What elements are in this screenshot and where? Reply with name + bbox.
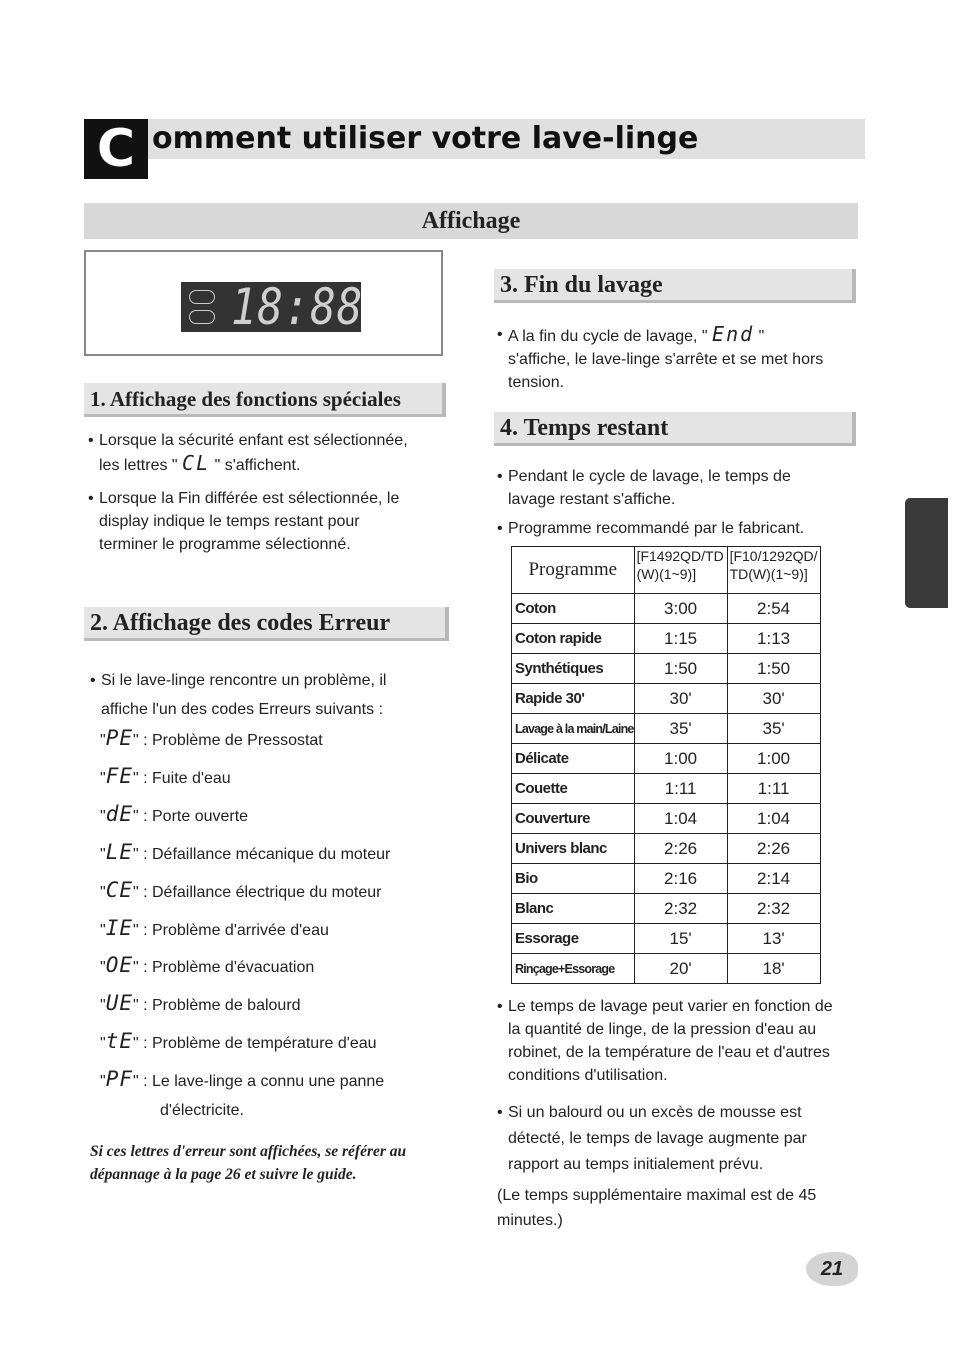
table-cell-time: 1:15 xyxy=(634,624,727,654)
text-line: lavage restant s'affiche. xyxy=(508,491,676,508)
text-line: Programme recommandé par le fabricant. xyxy=(508,520,805,537)
error-label: Problème de balourd xyxy=(152,997,301,1014)
text-line: robinet, de la température de l'eau et d'autres xyxy=(508,1044,830,1061)
page-title: omment utiliser votre lave-linge xyxy=(152,121,699,156)
error-row: "tE" : Problème de température d'eau xyxy=(100,1029,377,1053)
table-cell-time: 1:04 xyxy=(727,804,820,834)
table-cell-time: 2:54 xyxy=(727,594,820,624)
section3-bullet: • A la fin du cycle de lavage, " End " s'affiche, le lave-linge s'arrête et se met hors tension. xyxy=(497,323,857,394)
table-cell-time: 30' xyxy=(727,684,820,714)
error-row: "dE" : Porte ouverte xyxy=(100,802,249,826)
table-cell-time: 2:32 xyxy=(634,894,727,924)
table-cell-program: Coton xyxy=(512,594,635,624)
table-cell-program: Univers blanc xyxy=(512,834,635,864)
table-cell-program: Bio xyxy=(512,864,635,894)
table-cell-time: 1:11 xyxy=(634,774,727,804)
text-line: tension. xyxy=(508,374,565,391)
title-initial: C xyxy=(84,119,148,179)
table-cell-program: Délicate xyxy=(512,744,635,774)
error-row: "FE" : Fuite d'eau xyxy=(100,764,231,788)
error-code: FE xyxy=(105,764,133,788)
page-number: 21 xyxy=(806,1252,858,1286)
table-cell-program: Synthétiques xyxy=(512,654,635,684)
text-line: rapport au temps initialement prévu. xyxy=(508,1156,764,1173)
lcd-panel xyxy=(181,278,364,336)
section2-heading: 2. Affichage des codes Erreur xyxy=(84,607,449,641)
error-code: dE xyxy=(105,802,133,826)
section4-heading: 4. Temps restant xyxy=(494,412,856,446)
text-line: conditions d'utilisation. xyxy=(508,1067,668,1084)
table-cell-time: 2:32 xyxy=(727,894,820,924)
section3-heading: 3. Fin du lavage xyxy=(494,269,856,303)
table-cell-time: 2:14 xyxy=(727,864,820,894)
table-cell-time: 35' xyxy=(727,714,820,744)
table-cell-program: Blanc xyxy=(512,894,635,924)
section4-bullet1: • Pendant le cycle de lavage, le temps de lavage restant s'affiche. xyxy=(497,465,857,511)
table-row xyxy=(512,924,821,954)
table-cell-time: 35' xyxy=(634,714,727,744)
error-code: OE xyxy=(105,953,133,977)
error-label: Problème d'évacuation xyxy=(152,959,315,976)
table-cell-program: Couverture xyxy=(512,804,635,834)
child-lock-code: CL xyxy=(182,451,211,475)
table-cell-time: 2:26 xyxy=(727,834,820,864)
table-cell-time: 13' xyxy=(727,924,820,954)
text-line: Pendant le cycle de lavage, le temps de xyxy=(508,468,791,485)
text-fragment: A la fin du cycle de lavage, " xyxy=(508,328,713,345)
text-line: dépannage à la page 26 et suivre le guide. xyxy=(90,1166,357,1183)
end-code: End xyxy=(712,322,755,346)
table-row xyxy=(512,774,821,804)
section4-footnote xyxy=(497,1183,857,1233)
error-label: Problème de Pressostat xyxy=(152,732,323,749)
text-line: terminer le programme sélectionné. xyxy=(99,536,351,553)
table-cell-time: 15' xyxy=(634,924,727,954)
error-label-continuation: d'électricite. xyxy=(160,1102,244,1119)
text-line: minutes.) xyxy=(497,1212,563,1229)
table-cell-program: Coton rapide xyxy=(512,624,635,654)
text-line: Si ces lettres d'erreur sont affichées, se référer au xyxy=(90,1143,407,1160)
table-header-programme: Programme xyxy=(512,547,635,594)
text-line: la quantité de linge, de la pression d'eau au xyxy=(508,1021,817,1038)
text-line: affiche l'un des codes Erreurs suivants : xyxy=(101,701,384,718)
text-line: Lorsque la sécurité enfant est sélectionnée, xyxy=(99,432,408,449)
table-cell-time: 1:50 xyxy=(727,654,820,684)
text-line: détecté, le temps de lavage augmente par xyxy=(508,1130,807,1147)
text-line: s'affiche, le lave-linge s'arrête et se met hors xyxy=(508,351,824,368)
text-line: [F1492QD/TD xyxy=(636,548,724,564)
error-label: Défaillance mécanique du moteur xyxy=(152,846,391,863)
text-line: display indique le temps restant pour xyxy=(99,513,360,530)
table-header-row xyxy=(512,547,821,594)
error-label: Problème de température d'eau xyxy=(152,1035,377,1052)
text-line: Le temps de lavage peut varier en fonction de xyxy=(508,998,833,1015)
text-fragment: " s'affichent. xyxy=(210,457,301,474)
chapter-tab xyxy=(905,498,948,608)
error-code: IE xyxy=(105,916,133,940)
table-row xyxy=(512,684,821,714)
section4-bullet4: • Si un balourd ou un excès de mousse est détecté, le temps de lavage augmente par rapport au temps initialement prévu. xyxy=(497,1100,857,1178)
section4-bullet2: • Programme recommandé par le fabricant. xyxy=(497,517,857,540)
error-code: tE xyxy=(105,1029,133,1053)
text-fragment: les lettres " xyxy=(99,457,183,474)
table-cell-time: 1:04 xyxy=(634,804,727,834)
text-fragment: " xyxy=(754,328,765,345)
section1-bullet1: • Lorsque la sécurité enfant est sélectionnée, les lettres " CL " s'affichent. xyxy=(88,429,448,477)
table-cell-program: Rapide 30' xyxy=(512,684,635,714)
error-label: Fuite d'eau xyxy=(152,770,231,787)
text-line: (Le temps supplémentaire maximal est de 45 xyxy=(497,1187,817,1204)
delay-start-icon xyxy=(189,310,215,324)
child-lock-icon xyxy=(189,290,215,304)
table-cell-program: Essorage xyxy=(512,924,635,954)
error-label: Défaillance électrique du moteur xyxy=(152,884,382,901)
text-line: Si le lave-linge rencontre un problème, il xyxy=(101,672,387,689)
table-row xyxy=(512,894,821,924)
table-row xyxy=(512,594,821,624)
text-line: Lorsque la Fin différée est sélectionnée, le xyxy=(99,490,400,507)
text-line: TD(W)(1~9)] xyxy=(729,566,808,582)
section1-heading: 1. Affichage des fonctions spéciales xyxy=(84,383,446,417)
error-label: Le lave-linge a connu une panne xyxy=(152,1073,385,1090)
table-cell-program: Lavage à la main/Laine xyxy=(512,714,635,744)
text-line: (W)(1~9)] xyxy=(636,566,697,582)
error-row: "OE" : Problème d'évacuation xyxy=(100,953,315,977)
table-cell-program: Couette xyxy=(512,774,635,804)
table-cell-time: 2:26 xyxy=(634,834,727,864)
error-note xyxy=(90,1140,450,1186)
section4-bullet3: • Le temps de lavage peut varier en fonction de la quantité de linge, de la pression d'eau au robinet, de la température de l'eau et d'autres conditions d'utilisation. xyxy=(497,995,862,1087)
table-row xyxy=(512,804,821,834)
text-line: Si un balourd ou un excès de mousse est xyxy=(508,1104,802,1121)
error-code: LE xyxy=(105,840,133,864)
error-row: "PF" : Le lave-linge a connu une panne xyxy=(100,1067,385,1091)
table-row xyxy=(512,954,821,984)
table-cell-time: 1:11 xyxy=(727,774,820,804)
table-header-model2 xyxy=(727,547,820,594)
table-cell-time: 2:16 xyxy=(634,864,727,894)
error-code: PF xyxy=(105,1067,133,1091)
error-label: Problème d'arrivée d'eau xyxy=(152,922,329,939)
error-code: PE xyxy=(105,726,133,750)
program-table xyxy=(511,546,821,984)
text-line: [F10/1292QD/ xyxy=(729,548,818,564)
table-row xyxy=(512,714,821,744)
error-code: UE xyxy=(105,991,133,1015)
error-row: "CE" : Défaillance électrique du moteur xyxy=(100,878,382,902)
table-row xyxy=(512,744,821,774)
table-cell-time: 1:00 xyxy=(634,744,727,774)
error-row: "PE" : Problème de Pressostat xyxy=(100,726,323,750)
table-cell-time: 1:13 xyxy=(727,624,820,654)
table-cell-time: 1:00 xyxy=(727,744,820,774)
table-cell-time: 1:50 xyxy=(634,654,727,684)
table-row xyxy=(512,864,821,894)
section-banner: Affichage xyxy=(84,203,858,239)
error-row: "UE" : Problème de balourd xyxy=(100,991,301,1015)
table-row xyxy=(512,834,821,864)
table-row xyxy=(512,654,821,684)
error-label: Porte ouverte xyxy=(152,808,249,825)
table-header-model1 xyxy=(634,547,727,594)
lcd-digits: 18:88 xyxy=(231,278,364,336)
error-code: CE xyxy=(105,878,133,902)
error-row: "IE" : Problème d'arrivée d'eau xyxy=(100,916,329,940)
table-row xyxy=(512,624,821,654)
table-cell-time: 18' xyxy=(727,954,820,984)
table-cell-time: 30' xyxy=(634,684,727,714)
section2-intro: • Si le lave-linge rencontre un problème, il affiche l'un des codes Erreurs suivants : xyxy=(90,666,450,724)
table-cell-time: 3:00 xyxy=(634,594,727,624)
table-cell-program: Rinçage+Essorage xyxy=(512,954,635,984)
table-cell-time: 20' xyxy=(634,954,727,984)
section1-bullet2: • Lorsque la Fin différée est sélectionnée, le display indique le temps restant pour terminer le programme sélectionné. xyxy=(88,487,448,556)
error-row: "LE" : Défaillance mécanique du moteur xyxy=(100,840,391,864)
